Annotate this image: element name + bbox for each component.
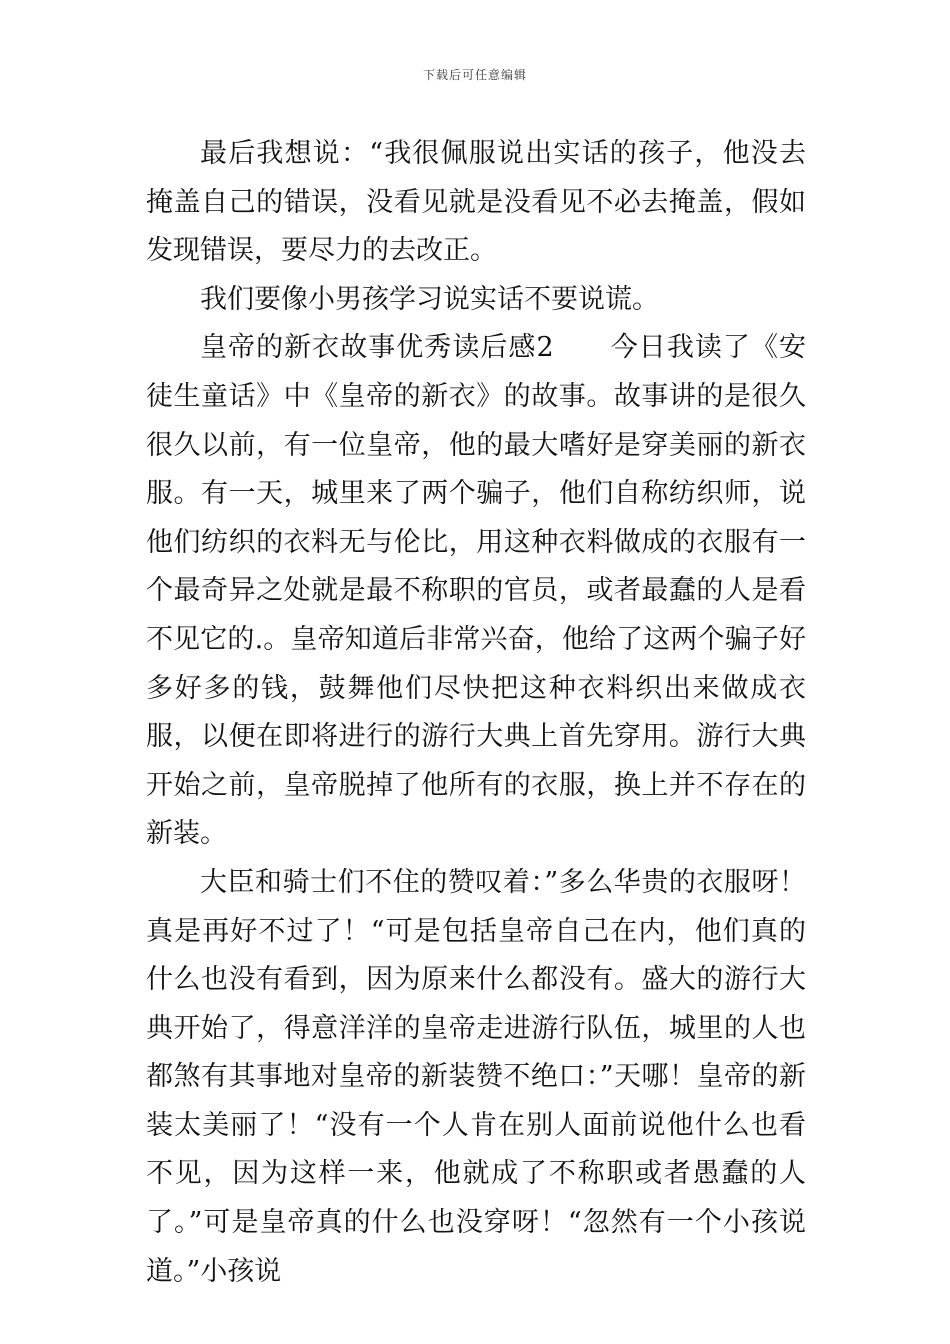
paragraph-closing-thoughts: 最后我想说：“我很佩服说出实话的孩子，他没去掩盖自己的错误，没看见就是没看见不必去掩盖，假如发现错误，要尽力的去改正。 — [146, 138, 806, 267]
paragraph-ministers-praise: 大臣和骑士们不住的赞叹着：”多么华贵的衣服呀！真是再好不过了！“可是包括皇帝自己在内，他们真的什么也没有看到，因为原来什么都没有。盛大的游行大典开始了，得意洋洋的皇帝走进游行队伍，城里的人也都煞有其事地对皇帝的新装赞不绝口：”天哪！皇帝的新装太美丽了！“没有一个人肯在别人面前说他什么也看不见，因为这样一来，他就成了不称职或者愚蠢的人了。”可是皇帝真的什么也没穿呀！“忽然有一个小孩说道。”小孩说 — [146, 866, 806, 1287]
paragraph-learn-honesty: 我们要像小男孩学习说实话不要说谎。 — [200, 283, 659, 315]
page-header: 下载后可任意编辑 — [422, 68, 527, 82]
document-body — [146, 130, 806, 1296]
paragraph-reading-review-2: 皇帝的新衣故事优秀读后感2 今日我读了《安徒生童话》中《皇帝的新衣》的故事。故事讲的是很久很久以前，有一位皇帝，他的最大嗜好是穿美丽的新衣服。有一天，城里来了两个骗子，他们自称纺织师，说他们纺织的衣料无与伦比，用这种衣料做成的衣服有一个最奇异之处就是最不称职的官员，或者最蠢的人是看不见它的.。皇帝知道后非常兴奋，他给了这两个骗子好多好多的钱，鼓舞他们尽快把这种衣料织出来做成衣服，以便在即将进行的游行大典上首先穿用。游行大典开始之前，皇帝脱掉了他所有的衣服，换上并不存在的新装。 — [146, 332, 806, 850]
